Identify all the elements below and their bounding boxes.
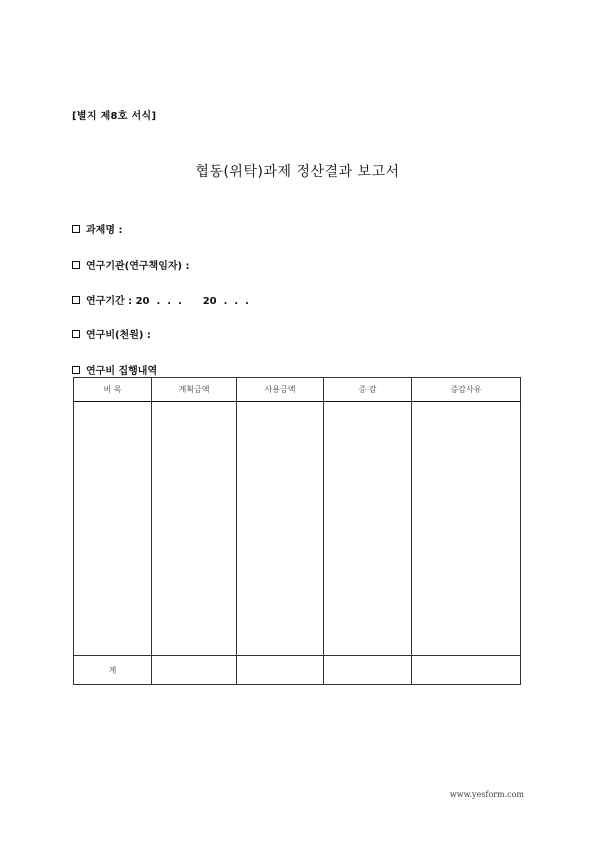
document-title: 협동(위탁)과제 정산결과 보고서 <box>195 164 400 180</box>
field-label: 연구비 집행내역 <box>86 366 158 377</box>
cell-used-amount[interactable] <box>237 402 324 656</box>
table-total-row <box>74 656 521 685</box>
checkbox-icon[interactable] <box>72 296 80 304</box>
total-change[interactable] <box>324 656 412 685</box>
cell-change[interactable] <box>324 402 412 656</box>
checkbox-icon[interactable] <box>72 330 80 338</box>
table-header-row <box>74 378 521 402</box>
cell-planned-amount[interactable] <box>152 402 237 656</box>
field-label: 과제명 : <box>86 225 123 236</box>
form-number: [별지 제8호 서식] <box>72 111 157 122</box>
header-change-reason: 증감사유 <box>412 378 521 402</box>
field-research-institution <box>72 257 190 272</box>
field-label: 연구기간 : 20 . . . 20 . . . <box>86 296 249 307</box>
field-label: 연구기관(연구책임자) : <box>86 261 190 272</box>
total-change-reason[interactable] <box>412 656 521 685</box>
total-used-amount[interactable] <box>237 656 324 685</box>
field-research-period <box>72 292 249 307</box>
checkbox-icon[interactable] <box>72 366 80 374</box>
header-used-amount: 사용금액 <box>237 378 324 402</box>
watermark: www.yesform.com <box>449 790 524 799</box>
total-planned-amount[interactable] <box>152 656 237 685</box>
total-label: 계 <box>74 656 152 685</box>
checkbox-icon[interactable] <box>72 261 80 269</box>
checkbox-icon[interactable] <box>72 225 80 233</box>
field-project-name <box>72 221 122 236</box>
header-item: 비 목 <box>74 378 152 402</box>
table-row <box>74 402 521 656</box>
field-research-budget <box>72 326 151 341</box>
budget-execution-table <box>73 377 521 685</box>
cell-change-reason[interactable] <box>412 402 521 656</box>
field-label: 연구비(천원) : <box>86 330 151 341</box>
header-planned-amount: 계획금액 <box>152 378 237 402</box>
header-change: 증 감 <box>324 378 412 402</box>
field-budget-execution <box>72 362 157 377</box>
cell-item[interactable] <box>74 402 152 656</box>
